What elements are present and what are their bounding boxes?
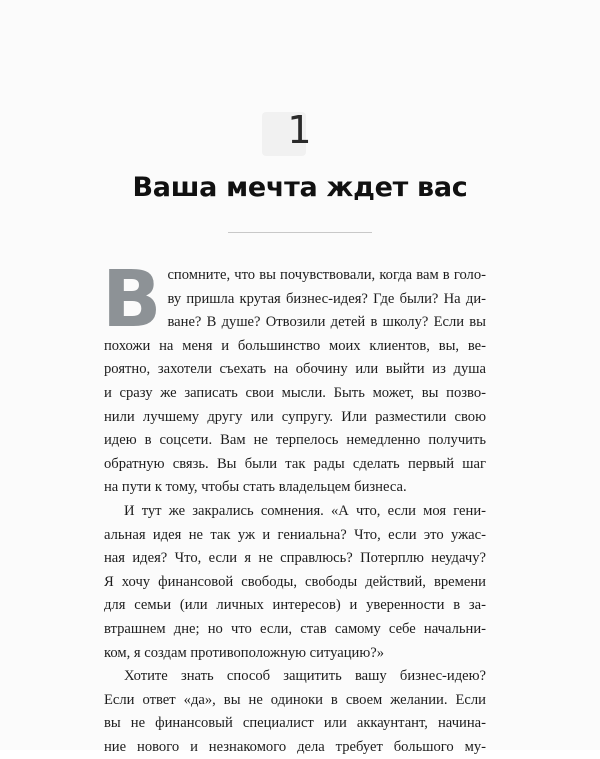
text-line: И тут же закрались сомнения. «А что, если моя гени- <box>124 502 486 519</box>
text-line: Хотите знать способ защитить вашу бизнес-идею? <box>124 668 486 685</box>
body-text <box>102 255 486 759</box>
paragraph-1 <box>102 255 486 500</box>
text-line: вы не финансовый специалист или аккаунтант, начина- <box>104 715 486 732</box>
paragraph-3 <box>104 665 486 759</box>
chapter-title: Ваша мечта ждет вас <box>132 172 468 203</box>
text-line: ване? В душе? Отвозили детей в школу? Если вы <box>167 314 486 331</box>
drop-cap: В <box>102 255 162 345</box>
text-line: ние нового и незнакомого дела требует большого му- <box>104 738 486 755</box>
title-divider <box>228 232 372 233</box>
text-line: похожи на меня и большинство моих клиентов, вы, ве- <box>104 337 486 354</box>
text-line: ву пришла крутая бизнес-идея? Где были? На ди- <box>167 290 486 307</box>
text-line: ком, я создам противоположную ситуацию?» <box>104 644 385 661</box>
text-line: втрашнем дне; но что если, став самому себе начальни- <box>104 620 486 637</box>
text-line: идею в соцсети. Вам не терпелось немедленно получить <box>104 432 486 449</box>
text-line: нили лучшему другу или супругу. Или разместили свою <box>104 408 486 425</box>
text-line: Я хочу финансовой свободы, свободы действий, времени <box>104 573 486 590</box>
text-line: альная идея не так уж и гениальна? Что, если это ужас- <box>104 526 486 543</box>
text-line: Если ответ «да», вы не одиноки в своем желании. Если <box>104 691 486 708</box>
text-line: роятно, захотели съехать на обочину или выйти из душа <box>104 361 486 378</box>
text-line: ная идея? Что, если я не справлюсь? Потерплю неудачу? <box>104 550 486 567</box>
chapter-number: 1 <box>287 108 313 152</box>
text-line: для семьи (или личных интересов) и уверенности в за- <box>104 597 486 614</box>
paragraph-2 <box>104 500 486 665</box>
text-line: спомните, что вы почувствовали, когда вам в голо- <box>167 267 486 283</box>
text-line: на пути к тому, чтобы стать владельцем бизнеса. <box>104 479 407 496</box>
text-line: обратную связь. Вы были так рады сделать первый шаг <box>104 455 486 472</box>
text-line: и сразу же записать свои мысли. Быть может, вы позво- <box>104 384 486 401</box>
